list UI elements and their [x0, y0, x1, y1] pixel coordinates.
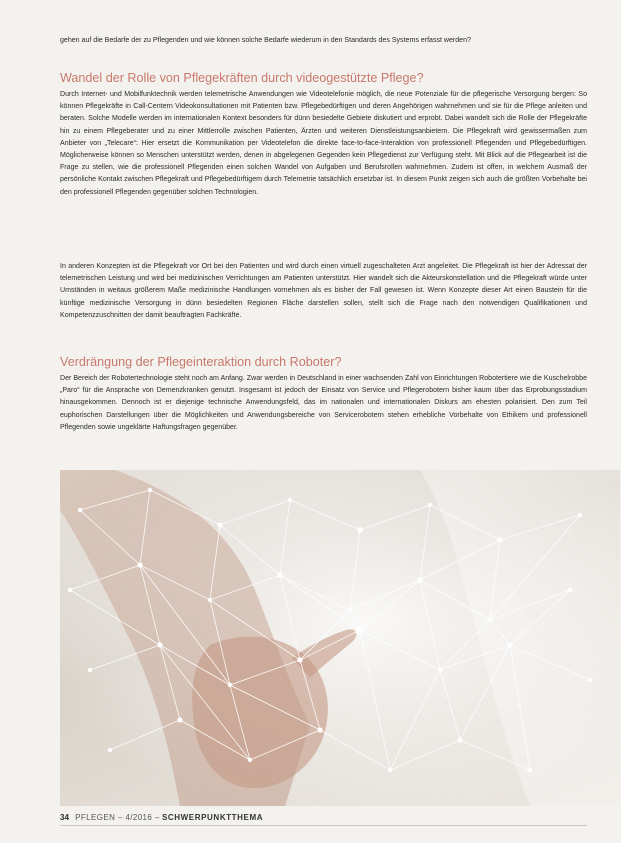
intro-paragraph: gehen auf die Bedarfe der zu Pflegenden und wie können solche Bedarfe wiederum in den Standards des Systems erfasst werden?: [60, 37, 471, 44]
magazine-issue: PFLEGEN – 4/2016 –: [75, 813, 160, 822]
network-hand-photo: [60, 470, 620, 806]
network-illustration: [60, 470, 620, 806]
section2-paragraph-1: Der Bereich der Robotertechnologie steht noch am Anfang. Zwar werden in Deutschland in einer wachsenden Zahl von Einrichtungen Robotertiere wie die Kuschelrobbe „Paro“ für die Ansprache von Demenzkranken genutzt. Insgesamt ist jedoch der Einsatz von Service und Pflegerobotern bisher kaum über das Erprobungsstadium hinausgekommen. Dennoch ist er diejenige technische Anwendungsfeld, das im nationalen und internationalen Diskurs am ehesten polarisiert. Den zum Teil euphorischen Darstellungen über die Möglichkeiten und Anwendungsbereiche von Servicerobotern stehen erhebliche Vorbehalte von Ethikern und professionell Pflegenden sowie ungeklärte Haftungsfragen gegenüber.: [60, 375, 587, 431]
page-footer: [60, 813, 460, 822]
page-number: 34: [60, 813, 69, 822]
section-name: SCHWERPUNKTTHEMA: [161, 813, 264, 822]
footer-divider: [60, 825, 587, 826]
section-heading-robots: Verdrängung der Pflegeinteraktion durch Roboter?: [60, 355, 342, 369]
section-heading-video-care: Wandel der Rolle von Pflegekräften durch videogestützte Pflege?: [60, 71, 424, 85]
section1-paragraph-2: In anderen Konzepten ist die Pflegekraft vor Ort bei den Patienten und wird durch einen virtuell zugeschalteten Arzt angeleitet. Die Pflegekraft ist hier der Adressat der telemetrischen Leistung und wird bei medizinischen Verrichtungen am Patienten unterstützt. Hier wandelt sich die Akteurskonstellation und die Pflegekraft würde unter Umständen in weitaus größerem Maße medizinische Handlungen vornehmen als es bisher der Fall gewesen ist. Wenn Konzepte dieser Art einen Baustein für die künftige medizinische Versorgung in dünn besiedelten Regionen Fläche darstellen sollen, stellt sich die Frage nach den notwendigen Qualifikationen und Kompetenzzuschnitten der damit beauftragten Fachkräfte.: [60, 263, 587, 319]
section1-paragraph-1: Durch Internet- und Mobilfunktechnik werden telemetrische Anwendungen wie Videotelefonie möglich, die neue Potenziale für die pflegerische Versorgung bergen: So können Pflegekräfte in Call-Centern Videokonsultationen mit Patienten bzw. Pflegebedürftigen und deren Angehörigen wahrnehmen und sie für die Pflege anleiten und beraten. Solche Modelle werden im internationalen Kontext besonders für dünn besiedelte Gebiete diskutiert und erprobt. Dabei wandelt sich die Rolle der Pflegekräfte hin zu einem Pflegeberater und zu einer Mittlerrolle zwischen Patienten, Ärzten und weiteren Dienstleistungsanbietern. Die Pflegekraft wird gewissermaßen zum Anbieter von „Telecare“: Hier ersetzt die Kommunikation per Videotelefon die direkte face-to-face-Interaktion von professionell Pflegenden und Pflegebedürftigen. Möglicherweise können so Menschen unterstützt werden, denen in abgelegenen Gegenden kein Pflegedienst zur Verfügung steht. Mit Blick auf die Pflegearbeit ist die Frage zu stellen, wie die professionell Pflegenden einen solchen Wandel von Aufgaben und Berufsrollen wahrnehmen. Zudem ist offen, in welchem Ausmaß der persönliche Kontakt zwischen Pflegekraft und Pflegebedürftigem durch Telemetrie tatsächlich ersetzbar ist. In diesem Punkt zeigen sich auch die größten Vorbehalte bei den professionell Pflegenden gegenüber solchen Technologien.: [60, 91, 587, 196]
